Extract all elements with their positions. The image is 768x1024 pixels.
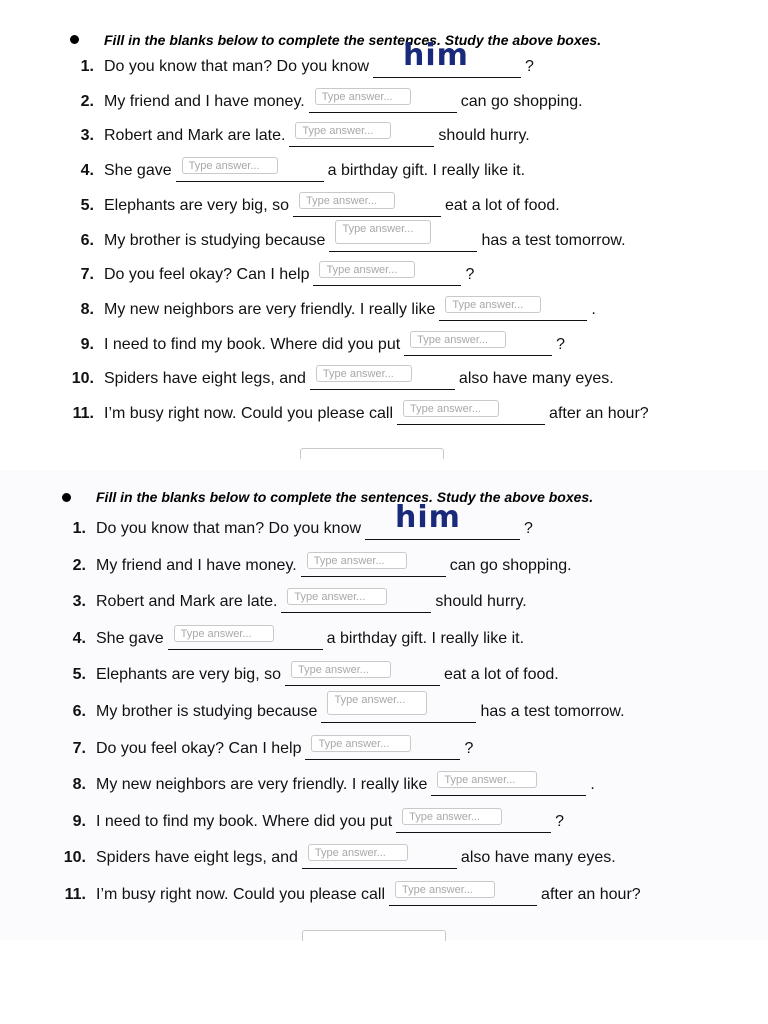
answer-input[interactable]: Type answer...: [410, 331, 506, 348]
answer-input[interactable]: Type answer...: [311, 735, 411, 752]
sample-answer: him: [395, 500, 461, 535]
question-sentence: [96, 585, 527, 619]
sentence-before-blank: Elephants are very big, so: [96, 666, 281, 684]
sentence-before-blank: I need to find my book. Where did you put: [104, 335, 401, 353]
answer-box-partial: [302, 930, 446, 941]
sentence-before-blank: Spiders have eight legs, and: [96, 849, 298, 867]
question-number: 2.: [80, 92, 94, 110]
answer-blank[interactable]: [310, 367, 455, 390]
question-row: [0, 878, 768, 912]
answer-input[interactable]: Type answer...: [403, 400, 499, 417]
answer-blank[interactable]: [289, 124, 434, 147]
answer-input[interactable]: Type answer...: [315, 88, 411, 105]
question-sentence: [96, 500, 533, 546]
question-number: 3.: [72, 593, 86, 611]
question-sentence: [96, 878, 641, 912]
answer-blank[interactable]: [176, 159, 324, 182]
sentence-after-blank: has a test tomorrow.: [480, 703, 625, 720]
sentence-after-blank: .: [590, 776, 595, 794]
answer-blank[interactable]: [301, 554, 446, 577]
answer-input[interactable]: Type answer...: [316, 365, 412, 382]
sentence-after-blank: ?: [525, 58, 534, 75]
answer-blank[interactable]: [397, 402, 545, 425]
answer-blank[interactable]: [293, 194, 441, 217]
answer-input[interactable]: Type answer...: [307, 552, 407, 569]
question-sentence: [96, 732, 473, 766]
answer-input[interactable]: Type answer...: [295, 122, 391, 139]
sentence-after-blank: also have many eyes.: [458, 370, 614, 388]
question-sentence: [96, 658, 559, 692]
worksheet-panel-bottom: [0, 470, 768, 940]
answer-input[interactable]: Type answer...: [182, 157, 278, 174]
question-number: 6.: [72, 703, 86, 720]
sentence-before-blank: My brother is studying because: [96, 703, 318, 720]
sentence-before-blank: She gave: [104, 162, 172, 180]
question-row: [0, 119, 768, 153]
question-row: [0, 258, 768, 292]
question-row: [0, 189, 768, 223]
answer-blank: [365, 500, 520, 540]
question-number: 6.: [80, 231, 94, 249]
question-sentence: [104, 397, 649, 431]
question-number: 3.: [80, 127, 94, 145]
bullet-icon: [62, 493, 71, 502]
question-sentence: [104, 362, 614, 396]
answer-blank[interactable]: [329, 222, 477, 252]
sentence-after-blank: after an hour?: [541, 886, 641, 903]
question-sentence: [104, 258, 474, 292]
sentence-after-blank: after an hour?: [549, 405, 649, 422]
answer-input[interactable]: Type answer...: [299, 192, 395, 209]
question-sentence: [96, 768, 595, 802]
question-row: [0, 397, 768, 431]
question-row: [0, 293, 768, 327]
sentence-after-blank: ?: [556, 335, 566, 353]
sentence-after-blank: ?: [464, 739, 474, 757]
question-sentence: [104, 328, 565, 362]
answer-input[interactable]: Type answer...: [291, 661, 391, 678]
question-row: [0, 224, 768, 258]
sentence-before-blank: My new neighbors are very friendly. I really like: [96, 776, 428, 794]
sentence-before-blank: Spiders have eight legs, and: [104, 370, 306, 388]
sentence-after-blank: should hurry.: [435, 593, 527, 611]
instruction-text: Fill in the blanks below to complete the sentences. Study the above boxes.: [104, 32, 602, 48]
answer-blank: [373, 38, 521, 78]
answer-blank[interactable]: [168, 627, 323, 650]
sample-answer: him: [403, 38, 469, 73]
question-number: 11.: [64, 886, 86, 903]
answer-input[interactable]: Type answer...: [395, 881, 495, 898]
question-number: 10.: [71, 370, 94, 388]
question-number: 9.: [72, 812, 86, 830]
answer-blank[interactable]: [313, 263, 461, 286]
question-sentence: [96, 695, 625, 729]
question-row: [0, 658, 768, 692]
sentence-before-blank: Do you know that man? Do you know: [104, 58, 370, 75]
question-number: 8.: [80, 300, 94, 318]
sentence-after-blank: a birthday gift. I really like it.: [327, 162, 526, 180]
answer-input[interactable]: Type answer...: [319, 261, 415, 278]
sentence-after-blank: a birthday gift. I really like it.: [326, 629, 525, 647]
question-number: 2.: [72, 556, 86, 574]
sentence-after-blank: can go shopping.: [460, 92, 583, 110]
answer-input[interactable]: Type answer...: [308, 844, 408, 861]
question-sentence: [104, 189, 560, 223]
question-number: 1.: [72, 520, 86, 537]
question-row: [0, 362, 768, 396]
answer-blank[interactable]: [302, 846, 457, 869]
sentence-before-blank: My friend and I have money.: [96, 556, 297, 574]
answer-blank[interactable]: [281, 590, 431, 613]
sentence-after-blank: .: [591, 300, 596, 318]
sentence-before-blank: Robert and Mark are late.: [96, 593, 278, 611]
answer-blank[interactable]: [431, 773, 586, 796]
worksheet-panel-top: [0, 0, 768, 458]
answer-blank[interactable]: [396, 810, 551, 833]
question-row: [0, 695, 768, 729]
question-row: [0, 622, 768, 656]
question-sentence: [104, 154, 525, 188]
sentence-after-blank: can go shopping.: [449, 556, 572, 574]
question-row: [0, 732, 768, 766]
question-sentence: [96, 805, 564, 839]
question-number: 7.: [72, 739, 86, 757]
sentence-after-blank: eat a lot of food.: [444, 666, 559, 684]
sentence-after-blank: ?: [465, 266, 475, 284]
answer-blank[interactable]: [309, 90, 457, 113]
question-number: 4.: [72, 629, 86, 647]
question-number: 9.: [80, 335, 94, 353]
question-number: 1.: [80, 58, 94, 75]
question-sentence: [96, 549, 572, 583]
answer-blank[interactable]: [321, 694, 476, 723]
sentence-after-blank: eat a lot of food.: [445, 196, 560, 214]
answer-input[interactable]: Type answer...: [327, 691, 427, 715]
answer-input[interactable]: Type answer...: [445, 296, 541, 313]
answer-blank[interactable]: [285, 663, 440, 686]
answer-input[interactable]: Type answer...: [335, 220, 431, 244]
sentence-before-blank: Do you feel okay? Can I help: [96, 739, 302, 757]
question-number: 5.: [80, 196, 94, 214]
sentence-after-blank: has a test tomorrow.: [481, 231, 626, 249]
answer-blank[interactable]: [404, 333, 552, 356]
question-row: [0, 328, 768, 362]
question-row: [0, 500, 768, 546]
sentence-before-blank: I need to find my book. Where did you put: [96, 812, 393, 830]
sentence-before-blank: Do you feel okay? Can I help: [104, 266, 310, 284]
question-row: [0, 154, 768, 188]
instruction-text: Fill in the blanks below to complete the sentences. Study the above boxes.: [96, 489, 594, 505]
question-sentence: [104, 85, 583, 119]
question-row: [0, 805, 768, 839]
sentence-before-blank: My brother is studying because: [104, 231, 326, 249]
sentence-after-blank: ?: [555, 812, 565, 830]
sentence-after-blank: should hurry.: [438, 127, 530, 145]
question-sentence: [96, 841, 616, 875]
question-row: [0, 85, 768, 119]
sentence-before-blank: My new neighbors are very friendly. I really like: [104, 300, 436, 318]
answer-blank[interactable]: [305, 737, 460, 760]
question-row: [0, 841, 768, 875]
question-sentence: [104, 224, 626, 258]
question-row: [0, 585, 768, 619]
question-number: 7.: [80, 266, 94, 284]
question-number: 10.: [63, 849, 86, 867]
answer-input[interactable]: Type answer...: [402, 808, 502, 825]
question-number: 5.: [72, 666, 86, 684]
sentence-before-blank: Do you know that man? Do you know: [96, 520, 362, 537]
sentence-before-blank: My friend and I have money.: [104, 92, 305, 110]
sentence-before-blank: Robert and Mark are late.: [104, 127, 286, 145]
sentence-before-blank: Elephants are very big, so: [104, 196, 289, 214]
sentence-before-blank: She gave: [96, 629, 164, 647]
sentence-before-blank: I’m busy right now. Could you please call: [104, 405, 394, 422]
question-row: [0, 549, 768, 583]
sentence-after-blank: also have many eyes.: [460, 849, 616, 867]
answer-blank[interactable]: [389, 883, 537, 906]
sentence-after-blank: ?: [524, 520, 533, 537]
question-sentence: [104, 119, 530, 153]
answer-blank[interactable]: [439, 298, 587, 321]
answer-box-partial: [300, 448, 444, 459]
answer-input[interactable]: Type answer...: [287, 588, 387, 605]
question-row: [0, 768, 768, 802]
answer-input[interactable]: Type answer...: [437, 771, 537, 788]
question-number: 11.: [72, 405, 94, 422]
question-sentence: [104, 293, 596, 327]
bullet-icon: [70, 35, 79, 44]
question-number: 4.: [80, 162, 94, 180]
sentence-before-blank: I’m busy right now. Could you please call: [96, 886, 386, 903]
question-number: 8.: [72, 776, 86, 794]
answer-input[interactable]: Type answer...: [174, 625, 274, 642]
question-sentence: [96, 622, 524, 656]
